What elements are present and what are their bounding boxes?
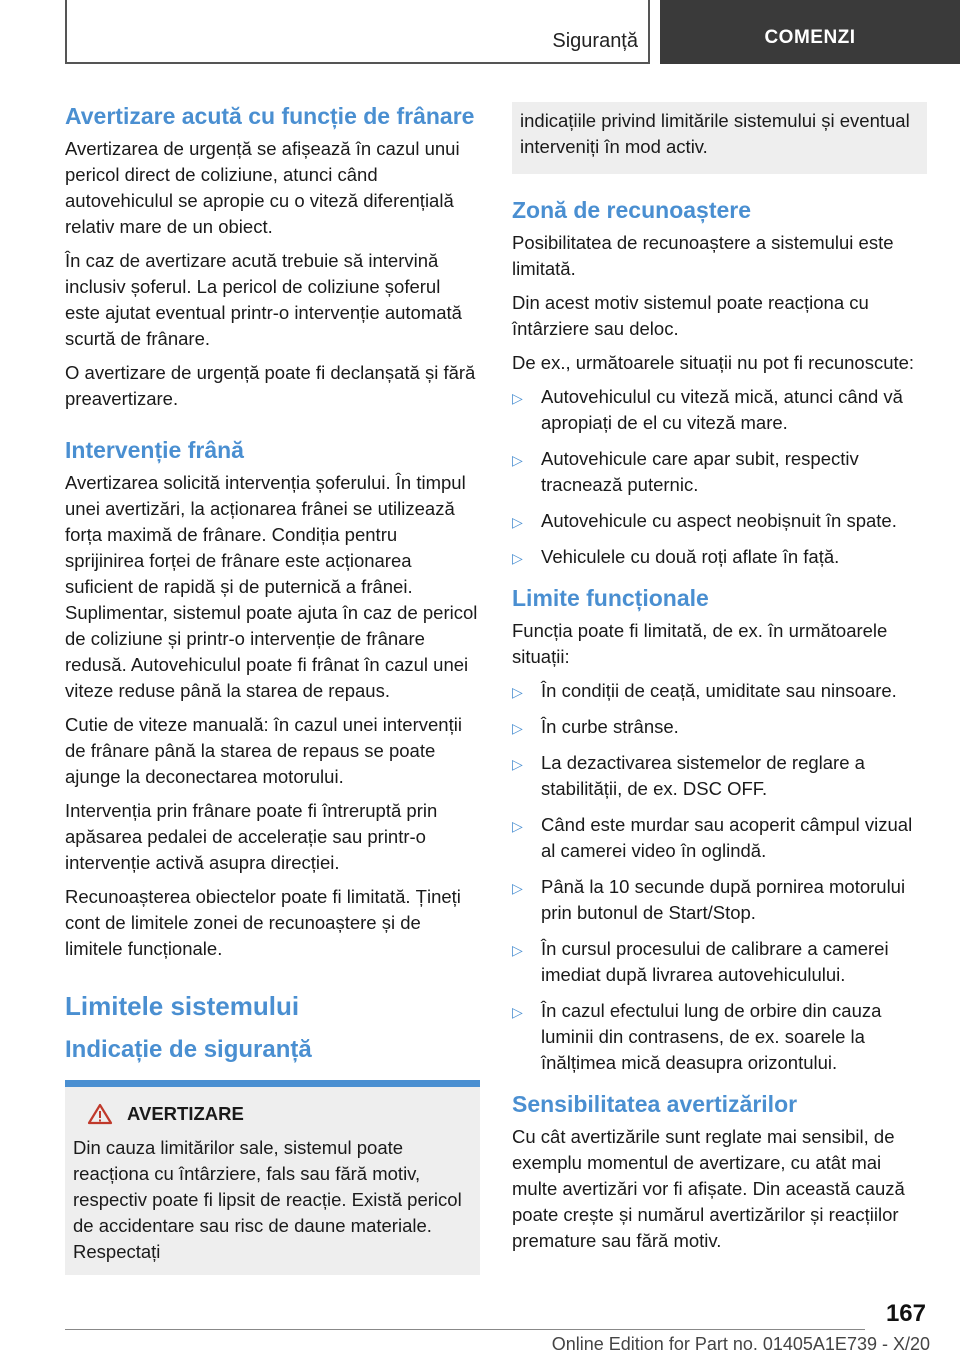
list-item: ▷ Vehiculele cu două roți aflate în față.	[512, 544, 927, 570]
paragraph: Cutie de viteze manuală: în cazul unei intervenții de frânare până la starea de repaus se poate ajunge la deconectarea motorului.	[65, 714, 462, 787]
triangle-bullet-icon: ▷	[512, 550, 523, 566]
list-item: ▷ În curbe strânse.	[512, 714, 927, 740]
list-item: ▷ Autovehicule cu aspect neobișnuit în spate.	[512, 508, 927, 534]
paragraph: Recunoașterea obiectelor poate fi limitată. Țineți cont de limitele zonei de recunoaștere și de limitele funcționale.	[65, 886, 461, 959]
heading-limitele-sistemului: Limitele sistemului	[65, 991, 300, 1021]
triangle-bullet-icon: ▷	[512, 452, 523, 468]
heading-indicatie-siguranta: Indicație de siguranță	[65, 1036, 312, 1063]
limite-list	[512, 678, 927, 1076]
list-item: ▷ Autovehicule care apar subit, respectiv tracnează puternic.	[512, 448, 859, 495]
left-column	[65, 102, 480, 1275]
list-item: ▷ Când este murdar sau acoperit câmpul vizual al camerei video în oglindă.	[512, 814, 913, 861]
paragraph: Avertizarea de urgență se afișează în cazul unui pericol direct de coliziune, atunci când autovehiculul se apropie cu o viteză diferențială relativ mare de un obiect.	[65, 138, 460, 237]
heading-interventie-frana: Intervenție frână	[65, 437, 244, 463]
warning-title	[87, 1101, 472, 1127]
paragraph: Intervenția prin frânare poate fi întreruptă prin apăsarea pedalei de accelerație sau printr-o intervenție activă asupra direcției.	[65, 800, 438, 873]
heading-limite-functionale: Limite funcționale	[512, 585, 709, 611]
warning-box	[65, 1080, 480, 1275]
list-item: ▷ În condiții de ceață, umiditate sau ninsoare.	[512, 678, 927, 704]
paragraph: O avertizare de urgență poate fi declanșată și fără preavertizare.	[65, 362, 476, 409]
list-item: ▷ Autovehiculul cu viteză mică, atunci când vă apropiați de el cu viteză mare.	[512, 386, 903, 433]
footer-text: Online Edition for Part no. 01405A1E739 - X/20	[551, 1334, 930, 1354]
paragraph: Cu cât avertizările sunt reglate mai sensibil, de exemplu momentul de avertizare, cu atât mai multe avertizări vor fi afișate. Din această cauză poate crește și numărul avertizărilor și reacțiilor premature sau fără motiv.	[512, 1126, 905, 1251]
right-column	[512, 102, 927, 1262]
paragraph: De ex., următoarele situații nu pot fi recunoscute:	[512, 352, 915, 373]
triangle-bullet-icon: ▷	[512, 514, 523, 530]
list-item: ▷ În cazul efectului lung de orbire din cauza luminii din contrasens, de ex. soarele la înălțimea mică deasupra orizontului.	[512, 1000, 882, 1073]
warning-text: Din cauza limitărilor sale, sistemul poate reacționa cu întârziere, fals sau fără motiv, respectiv poate fi lipsit de reacție. Există pericol de accidentare sau risc de daune materiale. Respectați	[73, 1137, 462, 1262]
triangle-bullet-icon: ▷	[512, 942, 523, 958]
triangle-bullet-icon: ▷	[512, 880, 523, 896]
footer-rule	[65, 1329, 865, 1330]
paragraph: În caz de avertizare acută trebuie să intervină inclusiv șoferul. La pericol de coliziune șoferul este ajutat eventual printr-o intervenție automată scurtă de frânare.	[65, 250, 462, 349]
triangle-bullet-icon: ▷	[512, 390, 523, 406]
warning-text-continued: indicațiile privind limitările sistemului și eventual interveniți în mod activ.	[520, 110, 910, 157]
paragraph: Funcția poate fi limitată, de ex. în următoarele situații:	[512, 620, 888, 667]
warning-label: AVERTIZARE	[127, 1103, 244, 1124]
triangle-bullet-icon: ▷	[512, 684, 523, 700]
list-item: ▷ La dezactivarea sistemelor de reglare a stabilității, de ex. DSC OFF.	[512, 752, 865, 799]
header-section: Siguranță	[552, 30, 638, 52]
heading-sensibilitatea-avertizarilor: Sensibilitatea avertizărilor	[512, 1091, 798, 1117]
heading-avertizare-acuta: Avertizare acută cu funcție de frânare	[65, 103, 475, 129]
list-item: ▷ În cursul procesului de calibrare a camerei imediat după livrarea autovehiculului.	[512, 938, 889, 985]
zona-list	[512, 384, 927, 570]
paragraph: Avertizarea solicită intervenția șoferului. În timpul unei avertizări, la acționarea frânei se utilizează forța maximă de frânare. Condiția pentru sprijinirea forței de frânare este acționarea suficient de rapidă și de puternică a frânei. Suplimentar, sistemul poate ajuta în caz de pericol de coliziune și printr-o intervenție de frânare redusă. Autovehiculul poate fi frânat în cazul unei viteze reduse până la starea de repaus.	[65, 472, 478, 701]
page-number: 167	[885, 1300, 926, 1327]
warning-box-continued	[512, 102, 927, 174]
heading-zona-recunoastere: Zonă de recunoaștere	[512, 197, 752, 223]
triangle-bullet-icon: ▷	[512, 756, 523, 772]
list-item: ▷ Până la 10 secunde după pornirea motorului prin butonul de Start/Stop.	[512, 876, 906, 923]
warning-triangle-icon	[87, 1103, 113, 1125]
triangle-bullet-icon: ▷	[512, 818, 523, 834]
paragraph: Din acest motiv sistemul poate reacționa cu întârziere sau deloc.	[512, 292, 869, 339]
triangle-bullet-icon: ▷	[512, 720, 523, 736]
triangle-bullet-icon: ▷	[512, 1004, 523, 1020]
header-tab[interactable]: COMENZI	[660, 0, 960, 64]
paragraph: Posibilitatea de recunoaștere a sistemului este limitată.	[512, 232, 894, 279]
